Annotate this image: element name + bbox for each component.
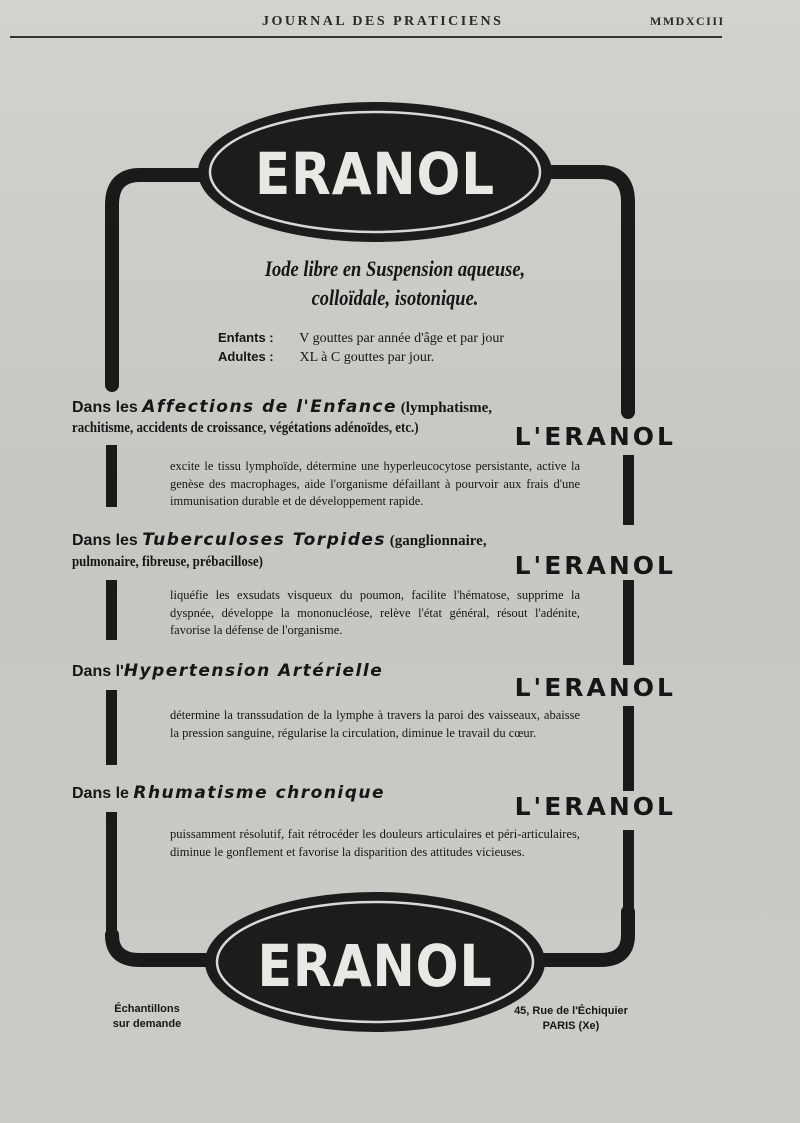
section-prefix: Dans les <box>72 399 143 416</box>
dosage-label: Adultes : <box>218 349 274 364</box>
section-body: puissamment résolutif, fait rétrocéder les douleurs articulaires et péri-articulaires, diminue le gonflement et favorise la disparition des attitudes vicieuses. <box>170 827 580 859</box>
dosage-row-children <box>218 330 504 347</box>
bottom-oval-brand: ERANOL <box>257 932 493 1000</box>
section-brand: L'ERANOL <box>514 551 676 580</box>
section-heading-continuation: pulmonaire, fibreuse, prébacillose) <box>72 554 263 570</box>
section-heading <box>72 661 383 681</box>
journal-year: MMDXCIII <box>650 14 725 28</box>
left-bar-2 <box>106 580 117 640</box>
right-bar-3 <box>623 706 634 791</box>
right-bar-2 <box>623 580 634 665</box>
section-parenthetical: (lymphatisme, <box>397 400 493 416</box>
address-line-1: 45, Rue de l'Échiquier <box>514 1005 628 1017</box>
section-disease: Tuberculoses Torpides <box>142 530 387 550</box>
address-line-2: PARIS (Xe) <box>542 1020 600 1032</box>
section-heading <box>72 397 492 417</box>
subtitle-line-1: Iode libre en Suspension aqueuse, <box>264 256 526 281</box>
section-prefix: Dans les <box>72 532 143 549</box>
frame-bottom-right-arm <box>535 912 628 960</box>
section-body: détermine la transsudation de la lymphe à travers la paroi des vaisseaux, abaisse la pression sanguine, régularise la circulation, diminue le travail du cœur. <box>170 708 580 740</box>
section-prefix: Dans l' <box>72 663 124 680</box>
dosage-text: XL à C gouttes par jour. <box>299 350 435 365</box>
right-bar-1 <box>623 455 634 525</box>
top-oval-brand: ERANOL <box>255 140 495 208</box>
section-disease: Affections de l'Enfance <box>142 397 398 417</box>
section-heading-continuation: rachitisme, accidents de croissance, végétations adénoïdes, etc.) <box>72 420 419 436</box>
samples-note <box>102 1002 192 1032</box>
section-brand: L'ERANOL <box>514 422 676 451</box>
frame-bottom-left-arm <box>112 935 215 960</box>
samples-line-1: Échantillons <box>114 1003 180 1015</box>
left-bar-1 <box>106 445 117 507</box>
section-body: liquéfie les exsudats visqueux du poumon, facilite l'hématose, supprime la dyspnée, développe la mononucléose, relève l'état général, résout l'adénite, favorise la défense de l'organisme. <box>170 588 580 637</box>
section-parenthetical: (ganglionnaire, <box>386 533 487 549</box>
section-body: excite le tissu lymphoïde, détermine une hyperleucocytose persistante, active la genèse des macrophages, aide l'organisme défaillant à pourvoir aux frais d'une immunisation durable et de développement rapide. <box>170 459 580 508</box>
dosage-row-adults <box>218 349 434 366</box>
section-disease: Rhumatisme chronique <box>133 783 386 803</box>
section-heading <box>72 783 385 803</box>
section-disease: Hypertension Artérielle <box>123 661 384 681</box>
section-prefix: Dans le <box>72 785 134 802</box>
dosage-label: Enfants : <box>218 330 274 345</box>
right-bar-4 <box>623 830 634 915</box>
address <box>500 1004 642 1034</box>
left-bar-4 <box>106 812 117 937</box>
subtitle-line-2: colloïdale, isotonique. <box>311 285 479 310</box>
dosage-text: V gouttes par année d'âge et par jour <box>299 331 505 346</box>
section-heading <box>72 530 487 550</box>
journal-title: JOURNAL DES PRATICIENS <box>262 14 504 29</box>
left-bar-3 <box>106 690 117 765</box>
section-brand: L'ERANOL <box>514 792 676 821</box>
samples-line-2: sur demande <box>112 1018 182 1030</box>
section-brand: L'ERANOL <box>514 673 676 702</box>
